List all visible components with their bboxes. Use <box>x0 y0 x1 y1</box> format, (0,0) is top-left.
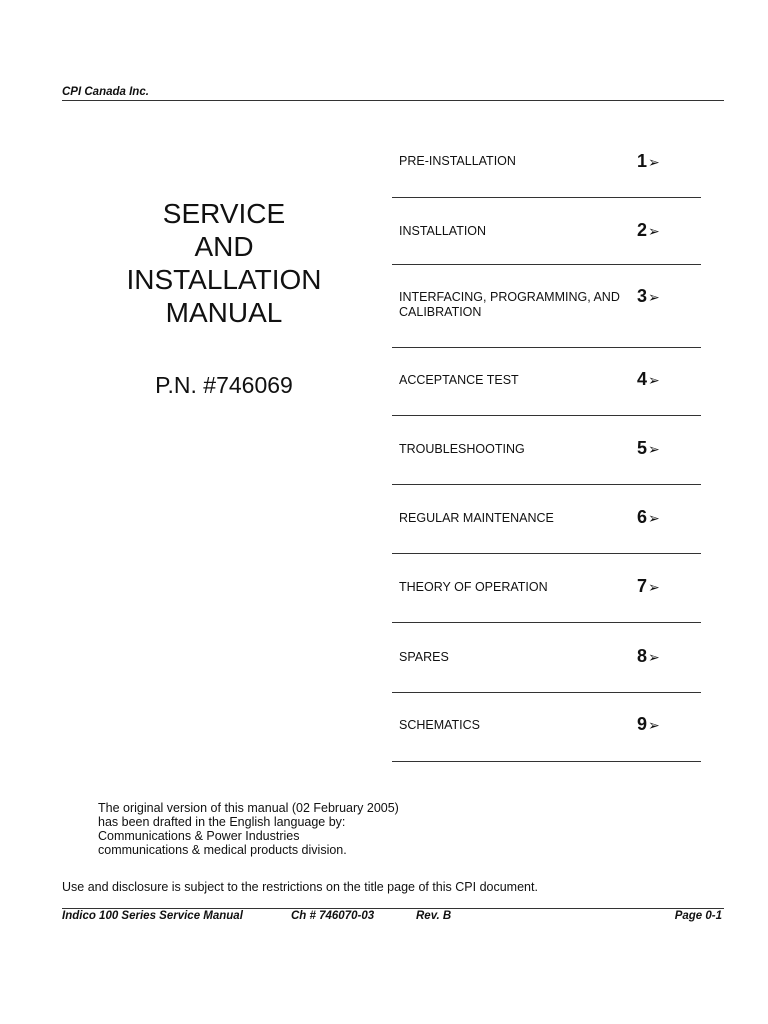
header-divider <box>62 100 724 101</box>
section-label: THEORY OF OPERATION <box>399 580 548 594</box>
arrow-right-icon: ➢ <box>648 289 660 305</box>
section-tab-8[interactable] <box>392 622 701 693</box>
footer-page-number: Page 0-1 <box>674 910 722 922</box>
arrow-right-icon: ➢ <box>648 441 660 457</box>
title-line: AND <box>194 231 254 262</box>
section-tab-4[interactable] <box>392 347 701 416</box>
arrow-right-icon: ➢ <box>648 649 660 665</box>
section-tab-9[interactable] <box>392 692 701 762</box>
document-title <box>94 197 354 329</box>
title-line: SERVICE <box>162 198 286 229</box>
section-label: SPARES <box>399 650 449 664</box>
arrow-right-icon: ➢ <box>648 223 660 239</box>
original-version-note <box>98 801 399 857</box>
section-tab-6[interactable] <box>392 484 701 554</box>
footer-chapter: Ch # 746070-03 <box>291 910 375 922</box>
section-number: 2➢ <box>637 220 660 240</box>
section-label: INTERFACING, PROGRAMMING, AND CALIBRATION <box>399 290 620 319</box>
section-tab-3[interactable] <box>392 264 701 348</box>
title-line: INSTALLATION <box>126 264 322 295</box>
part-number: P.N. #746069 <box>155 372 293 398</box>
section-number: 5➢ <box>637 438 660 458</box>
section-number: 1➢ <box>637 151 660 171</box>
section-tab-7[interactable] <box>392 553 701 623</box>
section-number: 9➢ <box>637 714 660 734</box>
section-label: PRE-INSTALLATION <box>399 154 516 168</box>
note-line: Communications & Power Industries <box>98 829 300 843</box>
note-line: has been drafted in the English language by: <box>98 815 346 829</box>
section-number: 6➢ <box>637 507 660 527</box>
arrow-right-icon: ➢ <box>648 372 660 388</box>
arrow-right-icon: ➢ <box>648 717 660 733</box>
section-tab-2[interactable] <box>392 197 701 265</box>
header-company-name: CPI Canada Inc. <box>62 86 149 98</box>
section-label: REGULAR MAINTENANCE <box>399 511 554 525</box>
arrow-right-icon: ➢ <box>648 510 660 526</box>
title-line: MANUAL <box>165 297 283 328</box>
arrow-right-icon: ➢ <box>648 154 660 170</box>
footer-revision: Rev. B <box>416 910 452 922</box>
section-number: 4➢ <box>637 369 660 389</box>
section-label: TROUBLESHOOTING <box>399 442 525 456</box>
disclosure-notice: Use and disclosure is subject to the restrictions on the title page of this CPI document. <box>62 880 538 894</box>
note-line: The original version of this manual (02 February 2005) <box>98 801 399 815</box>
section-label: SCHEMATICS <box>399 718 481 732</box>
arrow-right-icon: ➢ <box>648 579 660 595</box>
section-tab-5[interactable] <box>392 415 701 485</box>
footer-manual-name: Indico 100 Series Service Manual <box>62 910 243 922</box>
section-label: INSTALLATION <box>399 224 487 238</box>
section-label: ACCEPTANCE TEST <box>399 373 519 387</box>
section-number: 7➢ <box>637 576 660 596</box>
section-number: 8➢ <box>637 646 660 666</box>
note-line: communications & medical products division. <box>98 843 347 857</box>
section-tab-1[interactable] <box>392 128 701 198</box>
footer-divider <box>62 908 724 909</box>
section-number: 3➢ <box>637 286 660 306</box>
